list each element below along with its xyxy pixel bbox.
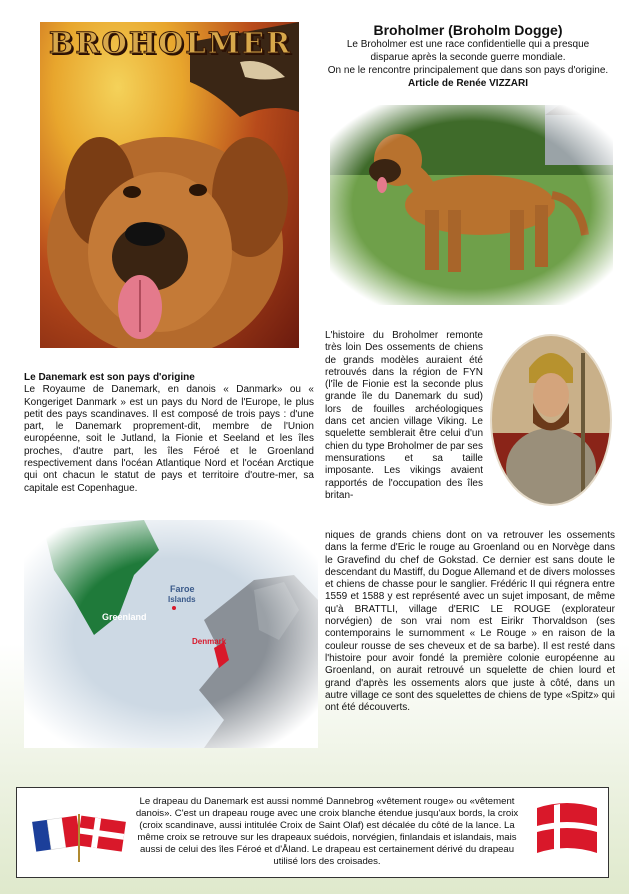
danish-flag-icon [532,798,602,868]
flag-info-box [16,787,609,878]
article-header [318,22,618,90]
article-title: Broholmer (Broholm Dogge) [373,22,563,38]
king-portrait [489,333,613,508]
history-text-top: L'histoire du Broholmer remonte très loin Des ossements de chiens de grands modèles auraient été retrouvés dans la région de FYN (l'île de Fionie est la seconde plus grande île du Danemark du sud) lors de fouilles archéologiques dans cet ancien village Viking. Le squelette semblerait être celui d'un chien du type Broholmer de par ses mensurations et sa taille imposante. Les vikings avaient rapportés de l'occupation des îles britan- [325,330,483,501]
denmark-map [24,520,318,748]
poster-title: BROHOLMER [48,26,293,60]
broholmer-dog-photo [330,105,613,305]
denmark-body: Le Royaume de Danemark, en danois « Danmark» ou « Kongeriget Danmark » est un pays du Nord de l'Europe, le plus petit des pays scandinaves. Il est composé de trois pays : d'une part, le Danemark proprement-dit, membre de l'Union européenne, soit le Jutland, la Fionie et Seeland et les îles proches, d'autre part, les îles Féroé et le Groenland respectivement dans l'océan Atlantique Nord et l'océan Arctique qui ont chacun le statut de pays et territoire d'outre-mer, sa capitale est Copenhague. [24,384,314,494]
french-danish-flags-icon [29,804,129,864]
article-author: Article de Renée VIZZARI [407,78,529,89]
dog-photo-artwork [330,105,613,305]
poster-artwork [40,22,299,348]
denmark-subhead: Le Danemark est son pays d'origine [24,372,195,383]
flag-description: Le drapeau du Danemark est aussi nommé Dannebrog «vêtement rouge» ou «vêtement danois». C'est un drapeau rouge avec une croix blanche étendue jusqu'aux bords, la croix (croix scandinave, aussi intitulée Croix de Saint Olaf) est décalée du côté de la lance. La même croix se retrouve sur les drapeaux suédois, norvégien, finlandais et islandais, mais aussi de celui des îles Féroé et d'Åland. Le drapeau est certainement dérivé du drapeau utilisé lors des croisades. [135,796,519,867]
intro-line-3: On ne le rencontre principalement que dans son pays d'origine. [327,65,609,76]
denmark-section [24,372,314,495]
broholmer-poster-image [40,22,299,348]
map-artwork [24,520,318,748]
intro-line-2: disparue après la seconde guerre mondiale. [370,52,566,63]
intro-line-1: Le Broholmer est une race confidentielle qui a presque [346,39,590,50]
history-text-bottom: niques de grands chiens dont on va retrouver les ossements dans la ferme d'Eric le rouge au Groenland ou en Norvège dans le Gravefind du chef de Gokstad. Ce dernier est sans doute le descendant du Mastiff, du Dogue Allemand et de divers molosses et chiens de chasse pour le sanglier. Frédéric II qui régnera entre 1559 et 1588 y est représenté avec un sujet imposant, de même qu'à BRATTLI, village d'ERIC LE ROUGE (explorateur norvégien) de son vrai nom est Eirikr Thorvaldson (ses contemporains le surnomment « Le Rouge » en raison de la couleur rousse de ses cheveux et de sa barbe). Il est resté dans l'histoire pour avoir fondé la première colonie européenne au Groenland, on aurait retrouvé un squelette de chien lourd et grand d'après les ossements alors que juste à côté, dans un autre village ce sont des squelettes de chiens de type «Spitz» qui ont été découverts. [325,530,615,714]
king-portrait-artwork [489,333,613,508]
